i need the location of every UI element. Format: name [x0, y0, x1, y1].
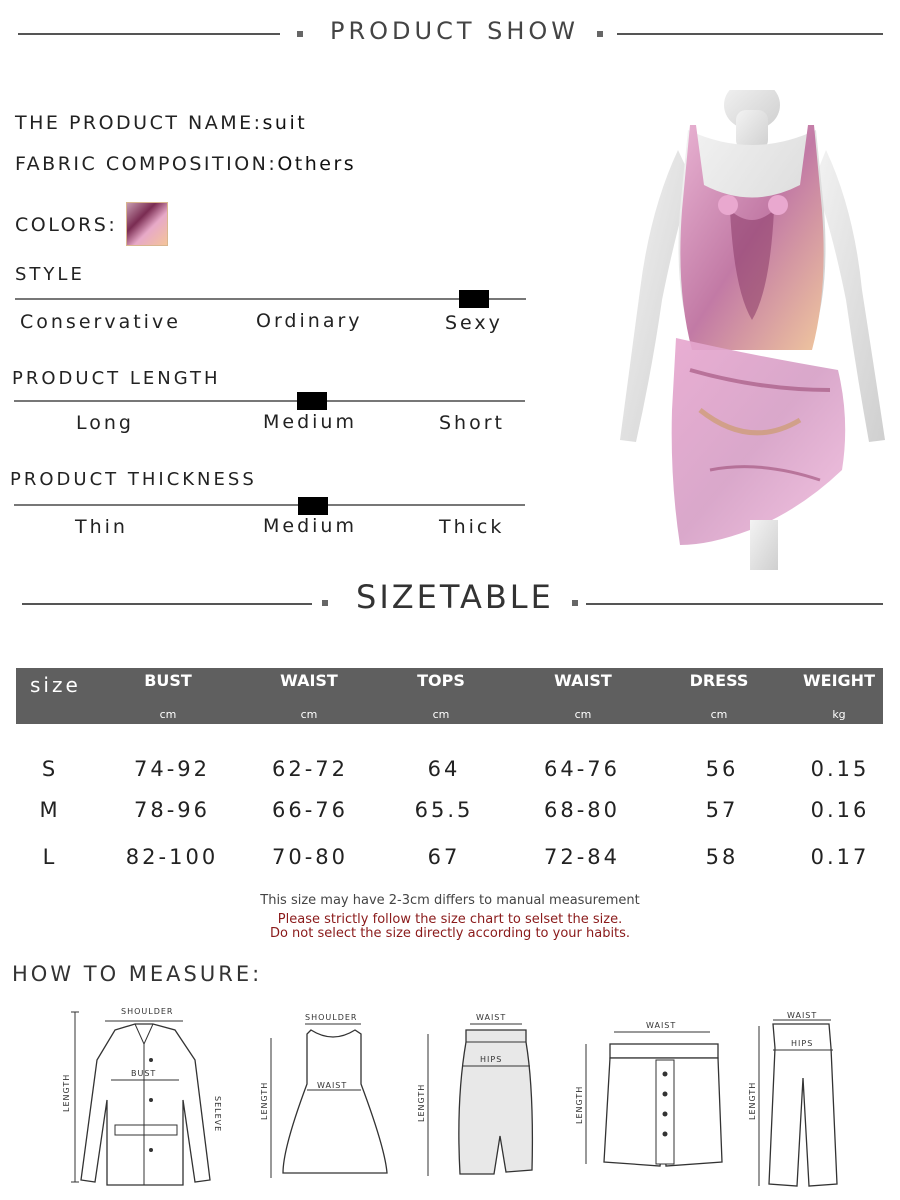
table-cell: 58: [705, 845, 739, 869]
dress-length-label: LENGTH: [260, 1081, 269, 1120]
skirt-length-label: LENGTH: [417, 1083, 426, 1122]
product-name-value: suit: [262, 112, 308, 134]
pants-length-label: LENGTH: [748, 1081, 757, 1120]
column-unit-tops: cm: [432, 708, 450, 721]
column-header-waist: WAIST: [280, 671, 338, 690]
row-size: M: [39, 798, 61, 822]
header-rule-left: [18, 33, 280, 35]
sizetable-bullet-left: [322, 600, 328, 606]
length-label-short: Short: [439, 412, 505, 434]
how-to-measure-title: HOW TO MEASURE:: [12, 962, 263, 986]
skirt-diagram: [410, 1010, 540, 1190]
column-header-bust: BUST: [144, 671, 192, 690]
table-cell: 74-92: [133, 757, 211, 781]
table-cell: 56: [705, 757, 739, 781]
style-scale-line: [15, 298, 526, 300]
row-size: L: [42, 845, 58, 869]
table-cell: 64: [427, 757, 461, 781]
table-cell: 0.16: [810, 798, 870, 822]
header-bullet-right: [597, 31, 603, 37]
header-bullet-left: [297, 31, 303, 37]
jacket-diagram: [55, 1000, 235, 1195]
note-warning-1: Please strictly follow the size chart to selset the size.: [277, 912, 623, 927]
column-header-waist-2: WAIST: [554, 671, 612, 690]
column-unit-bust: cm: [159, 708, 177, 721]
length-title: PRODUCT LENGTH: [12, 368, 221, 389]
size-table-header: [16, 668, 883, 724]
pants-diagram: [745, 1008, 855, 1193]
style-label-ordinary: Ordinary: [256, 310, 363, 332]
dress-diagram: [255, 1008, 395, 1188]
header-rule-right: [617, 33, 883, 35]
length-label-long: Long: [76, 412, 134, 434]
table-cell: 0.15: [810, 757, 870, 781]
jacket-shoulder-label: SHOULDER: [121, 1007, 174, 1016]
style-label-sexy: Sexy: [445, 312, 503, 334]
length-scale-line: [14, 400, 525, 402]
pants-hips-label: HIPS: [791, 1039, 814, 1048]
style-marker: [459, 290, 489, 308]
fabric-label: FABRIC COMPOSITION:: [15, 153, 278, 175]
thickness-scale-line: [14, 504, 525, 506]
table-cell: 78-96: [133, 798, 211, 822]
thickness-label-medium: Medium: [263, 515, 357, 537]
shorts-length-label: LENGTH: [575, 1085, 584, 1124]
jacket-length-label: LENGTH: [62, 1073, 71, 1112]
column-unit-waist-2: cm: [574, 708, 592, 721]
column-header-dress: DRESS: [689, 671, 749, 690]
table-cell: 0.17: [810, 845, 870, 869]
skirt-waist-label: WAIST: [476, 1013, 507, 1022]
column-unit-dress: cm: [710, 708, 728, 721]
style-label-conservative: Conservative: [20, 311, 181, 333]
thickness-title: PRODUCT THICKNESS: [10, 469, 257, 490]
column-unit-weight: kg: [832, 708, 846, 721]
product-name-row: [15, 112, 307, 134]
shorts-waist-label: WAIST: [646, 1021, 677, 1030]
jacket-bust-label: BUST: [131, 1069, 157, 1078]
page-title: PRODUCT SHOW: [330, 17, 580, 45]
pants-waist-label: WAIST: [787, 1011, 818, 1020]
style-title: STYLE: [15, 264, 85, 285]
table-cell: 57: [705, 798, 739, 822]
sizetable-title: SIZETABLE: [356, 578, 554, 616]
fabric-value: Others: [277, 153, 357, 175]
length-label-medium: Medium: [263, 411, 357, 433]
table-cell: 67: [427, 845, 461, 869]
fabric-row: [15, 153, 356, 175]
column-header-weight: WEIGHT: [803, 671, 875, 690]
dress-waist-label: WAIST: [317, 1081, 348, 1090]
table-cell: 64-76: [543, 757, 621, 781]
sizetable-rule-right: [586, 603, 883, 605]
sizetable-rule-left: [22, 603, 312, 605]
sizetable-bullet-right: [572, 600, 578, 606]
thickness-label-thin: Thin: [75, 516, 128, 538]
table-cell: 72-84: [543, 845, 621, 869]
table-cell: 65.5: [414, 798, 474, 822]
thickness-marker: [298, 497, 328, 515]
size-column-header: size: [30, 673, 81, 697]
dress-shoulder-label: SHOULDER: [305, 1013, 358, 1022]
row-size: S: [41, 757, 59, 781]
column-header-tops: TOPS: [417, 671, 465, 690]
table-cell: 70-80: [271, 845, 349, 869]
colors-label: COLORS:: [15, 214, 118, 236]
product-photo[interactable]: [600, 90, 900, 575]
table-cell: 66-76: [271, 798, 349, 822]
color-swatch[interactable]: [126, 202, 168, 246]
shorts-diagram: [570, 1014, 740, 1184]
table-cell: 68-80: [543, 798, 621, 822]
jacket-sleeve-label: SELEVE: [213, 1096, 222, 1133]
note-measurement: This size may have 2-3cm differs to manual measurement: [260, 893, 640, 908]
note-warning-2: Do not select the size directly according to your habits.: [269, 926, 631, 941]
length-marker: [297, 392, 327, 410]
table-cell: 62-72: [271, 757, 349, 781]
skirt-hips-label: HIPS: [480, 1055, 503, 1064]
table-cell: 82-100: [125, 845, 219, 869]
product-name-label: THE PRODUCT NAME:: [15, 112, 263, 134]
column-unit-waist: cm: [300, 708, 318, 721]
thickness-label-thick: Thick: [439, 516, 505, 538]
